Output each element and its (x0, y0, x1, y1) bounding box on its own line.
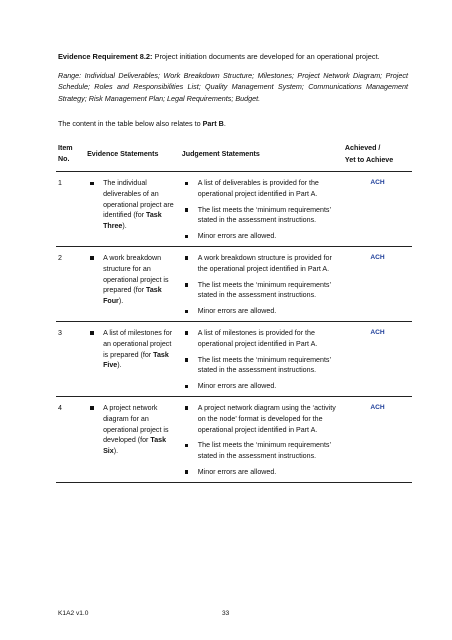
evidence-end: ). (118, 297, 124, 306)
judgement-text: Minor errors are allowed. (197, 307, 277, 316)
judgement-text: Minor errors are allowed. (197, 467, 277, 476)
evidence-requirement-heading (58, 52, 408, 62)
footer-code: K1A2 v1.0 (58, 610, 89, 617)
bullet-icon (185, 310, 189, 314)
intro-part: Part B (202, 119, 224, 128)
range-paragraph: Range: Individual Deliverables; Work Breakdown Structure; Milestones; Project Network Diagram; Project Schedule; Roles and Responsibilities List; Quality Management System; Communications Management Strategy; Risk Management Plan; Legal Requirements; Budget. (58, 71, 408, 103)
bullet-icon (185, 235, 189, 239)
header-achieved (343, 140, 412, 172)
task-reference: Task Six (103, 436, 167, 456)
header-item-line2: No. (58, 155, 70, 163)
judgement-item (182, 467, 341, 478)
status-badge: ACH (343, 321, 412, 396)
bullet-icon (185, 208, 189, 212)
header-achieved-line1: Achieved / (344, 144, 381, 152)
judgement-item (182, 355, 341, 377)
evidence-statement (85, 321, 180, 396)
requirement-label: Evidence Requirement 8.2: (58, 52, 153, 61)
header-evidence: Evidence Statements (85, 140, 180, 172)
judgement-item (182, 205, 341, 227)
judgement-text: A list of milestones is provided for the operational project identified in Part A. (197, 328, 318, 348)
judgement-text: Minor errors are allowed. (197, 232, 277, 241)
intro-prefix: The content in the table below also relates to (58, 119, 203, 128)
evidence-text: A work breakdown structure for an operational project is prepared (for (103, 253, 169, 295)
status-badge: ACH (343, 246, 412, 321)
evidence-statement (85, 172, 180, 247)
judgement-statements (180, 321, 343, 396)
judgement-text: A work breakdown structure is provided for the operational project identified in Part A. (197, 253, 332, 273)
judgement-text: A project network diagram using the ‘activity on the node’ format is developed for the operational project identified in Part A. (197, 403, 336, 434)
judgement-item (182, 253, 341, 275)
judgement-item (182, 231, 341, 242)
evidence-end: ). (117, 361, 122, 370)
judgement-text: Minor errors are allowed. (197, 382, 277, 391)
table-intro (58, 119, 408, 129)
table-row (56, 396, 412, 482)
judgement-text: The list meets the ‘minimum requirements’ stated in the assessment instructions. (197, 441, 331, 461)
evidence-text: A list of milestones for an operational project is prepared (for (103, 328, 173, 359)
judgement-item (182, 381, 341, 392)
judgement-text: The list meets the ‘minimum requirements’ stated in the assessment instructions. (197, 280, 331, 300)
header-item-line1: Item (58, 144, 73, 153)
footer-page-number: 33 (222, 610, 230, 617)
bullet-icon (185, 444, 189, 448)
task-reference: Task Four (103, 286, 162, 306)
evidence-end: ). (122, 222, 127, 231)
header-item-no (56, 140, 85, 172)
item-number: 2 (56, 246, 85, 321)
judgement-statements (180, 172, 343, 247)
bullet-icon (90, 331, 94, 335)
judgement-item (182, 440, 341, 462)
bullet-icon (185, 283, 189, 287)
header-judgement: Judgement Statements (180, 140, 343, 172)
item-number: 3 (56, 321, 85, 396)
judgement-item (182, 178, 341, 200)
bullet-icon (185, 470, 189, 474)
status-badge: ACH (343, 172, 412, 247)
table-row (56, 321, 412, 396)
bullet-icon (185, 256, 189, 260)
task-reference: Task Three (103, 211, 162, 231)
evidence-statement (85, 396, 180, 482)
table-row (56, 246, 412, 321)
judgement-text: The list meets the ‘minimum requirements’ stated in the assessment instructions. (197, 205, 331, 225)
header-achieved-line2: Yet to Achieve (344, 156, 394, 164)
intro-suffix: . (223, 119, 226, 128)
bullet-icon (90, 182, 94, 186)
evidence-statement (85, 246, 180, 321)
judgement-text: A list of deliverables is provided for the operational project identified in Part A. (197, 179, 319, 198)
judgement-statements (180, 246, 343, 321)
item-number: 1 (56, 172, 85, 247)
task-reference: Task Five (103, 350, 169, 370)
item-number: 4 (56, 396, 85, 482)
bullet-icon (90, 256, 94, 260)
bullet-icon (185, 385, 189, 389)
bullet-icon (185, 358, 189, 362)
table-header-row (56, 140, 412, 172)
judgement-item (182, 280, 341, 302)
bullet-icon (185, 331, 189, 335)
table-row (56, 172, 412, 247)
evidence-end: ). (113, 447, 119, 456)
bullet-icon (185, 406, 189, 410)
judgement-item (182, 328, 341, 350)
evidence-text: A project network diagram for an operational project is developed (for (103, 403, 169, 445)
evidence-text: The individual deliverables of an operational project are identified (for (103, 179, 174, 220)
judgement-text: The list meets the ‘minimum requirements’ stated in the assessment instructions. (197, 355, 331, 375)
evidence-table (56, 140, 412, 483)
judgement-item (182, 306, 341, 317)
bullet-icon (90, 406, 94, 410)
judgement-statements (180, 396, 343, 482)
requirement-text: Project initiation documents are developed for an operational project. (152, 52, 380, 61)
status-badge: ACH (343, 396, 412, 482)
bullet-icon (185, 182, 189, 186)
judgement-item (182, 403, 341, 435)
